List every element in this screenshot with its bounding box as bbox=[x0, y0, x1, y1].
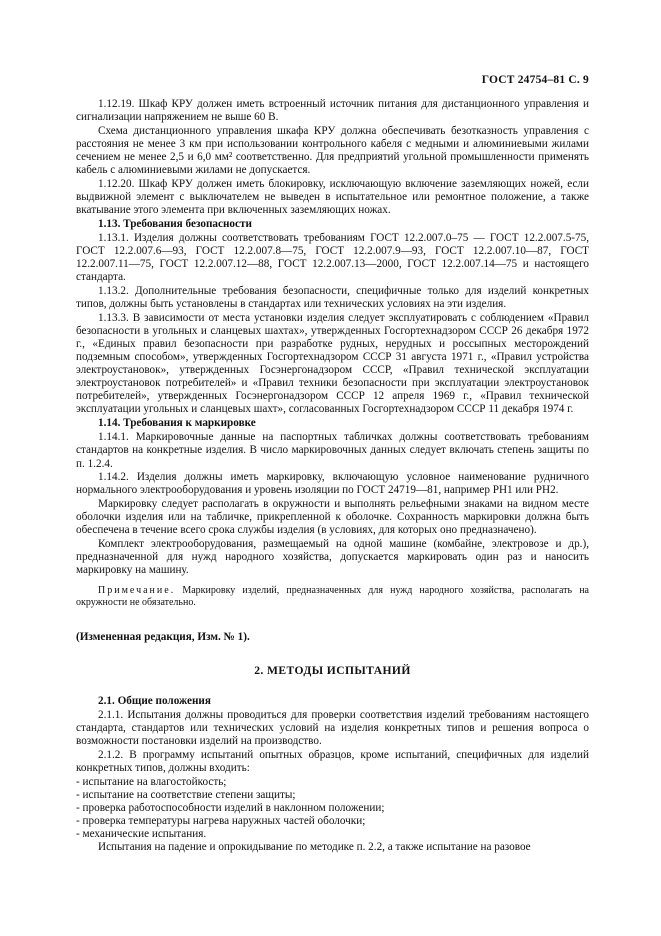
paragraph: Комплект электрооборудования, размещаемый на одной машине (комбайне, электровозе и др.), предназначенной для нужд народного хозяйства, допускается маркировать один раз и наносить маркировку на машину. bbox=[76, 537, 589, 576]
list-item: - испытание на соответствие степени защиты; bbox=[76, 788, 296, 801]
note bbox=[76, 585, 589, 609]
paragraph: 1.13.1. Изделия должны соответствовать требованиям ГОСТ 12.2.007.0–75 — ГОСТ 12.2.007.5-75, ГОСТ 12.2.007.6—93, ГОСТ 12.2.007.8—75, ГОСТ 12.2.007.9—93, ГОСТ 12.2.007.10—87, ГОСТ 12.2.007.11—75, ГОСТ 12.2.007.12—88, ГОСТ 12.2.007.13—2000, ГОСТ 12.2.007.14—75 и настоящего стандарта. bbox=[76, 231, 589, 284]
section-subheading: 2.1. Общие положения bbox=[98, 695, 211, 708]
note-label: Примечание. bbox=[98, 584, 176, 596]
section-title: 2. МЕТОДЫ ИСПЫТАНИЙ bbox=[254, 663, 411, 677]
paragraph: Маркировку следует располагать в окружности и выполнять рельефными знаками на видном месте оболочки изделия или на табличке, прикрепленной к оболочке. Сохранность маркировки должна быть обеспечена в течение всего срока службы изделия (в условиях, для которых оно предназначено). bbox=[76, 497, 589, 536]
paragraph-tail: Испытания на падение и опрокидывание по методике п. 2.2, а также испытание на разовое bbox=[98, 841, 531, 854]
paragraph: 1.14.2. Изделия должны иметь маркировку, включающую условное наименование рудничного нормального электрооборудования и уровень изоляции по ГОСТ 24719—81, например РН1 или РН2. bbox=[76, 471, 589, 497]
paragraph: 1.12.20. Шкаф КРУ должен иметь блокировку, исключающую включение заземляющих ножей, если выдвижной элемент с выключателем не выведен в испытательное или ремонтное положение, а также вкатывание этого элемента при включенных заземляющих ножах. bbox=[76, 177, 589, 216]
sub-heading: 1.13. Требования безопасности bbox=[98, 217, 252, 230]
list-item: - проверка работоспособности изделий в наклонном положении; bbox=[76, 801, 385, 814]
paragraph-2-1-1: 2.1.1. Испытания должны проводиться для проверки соответствия изделий требованиям настоящего стандарта, стандартов или технических условий на изделия конкретных типов и решения вопроса о возможности постановки изделий на производство. bbox=[76, 709, 589, 748]
section-1-blocks bbox=[76, 98, 589, 577]
amendment-note: (Измененная редакция, Изм. № 1). bbox=[76, 630, 250, 643]
paragraph: Схема дистанционного управления шкафа КРУ должна обеспечивать безотказность управления с расстояния не менее 3 км при использовании контрольного кабеля с медными и алюминиевыми жилами сечением не менее 2,5 и 6,0 мм² соответственно. Для предприятий угольной промышленности применять кабель с алюминиевыми жилами не допускается. bbox=[76, 124, 589, 176]
note-text: Маркировку изделий, предназначенных для нужд народного хозяйства, располагать на окружности не обязательно. bbox=[76, 584, 589, 608]
document-body bbox=[76, 98, 589, 855]
list-item: - механические испытания. bbox=[76, 828, 207, 840]
paragraph-2-1-2: 2.1.2. В программу испытаний опытных образцов, кроме испытаний, специфичных для изделий конкретных типов, должны входить: bbox=[76, 748, 589, 775]
paragraph: 1.14.1. Маркировочные данные на паспортных табличках должны соответствовать требованиям стандартов на конкретные изделия. В число маркировочных данных следует включать степень защиты по п. 1.2.4. bbox=[76, 431, 589, 470]
test-list bbox=[76, 776, 589, 841]
page-header: ГОСТ 24754–81 С. 9 bbox=[481, 74, 589, 86]
paragraph: 1.13.3. В зависимости от места установки изделия следует эксплуатировать с соблюдением «Правил безопасности в угольных и сланцевых шахтах», утвержденных Госгортехнадзором СССР 26 декабря 1972 г., «Единых правил безопасности при разработке рудных, нерудных и россыпных месторождений подземным способом», утвержденных Госгортехнадзором СССР 31 августа 1971 г., «Правил устройства электроустановок», утвержденных Госэнергонадзором СССР, «Правил технической эксплуатации электроустановок потребителей» и «Правил техники безопасности при эксплуатации электроустановок потребителей», утвержденных Госэнергонадзором СССР 12 апреля 1969 г., «Правил технической эксплуатации угольных и сланцевых шахт», согласованных Госгортехнадзором СССР 11 декабря 1974 г. bbox=[76, 311, 589, 416]
list-item: - проверка температуры нагрева наружных частей оболочки; bbox=[76, 814, 366, 827]
paragraph: 1.12.19. Шкаф КРУ должен иметь встроенный источник питания для дистанционного управления и сигнализации напряжением не выше 60 В. bbox=[76, 98, 589, 124]
paragraph: 1.13.2. Дополнительные требования безопасности, специфичные только для изделий конкретных типов, должны быть установлены в стандартах или технических условиях на эти изделия. bbox=[76, 284, 589, 310]
list-item: - испытание на влагостойкость; bbox=[76, 775, 227, 788]
sub-heading: 1.14. Требования к маркировке bbox=[98, 417, 256, 430]
